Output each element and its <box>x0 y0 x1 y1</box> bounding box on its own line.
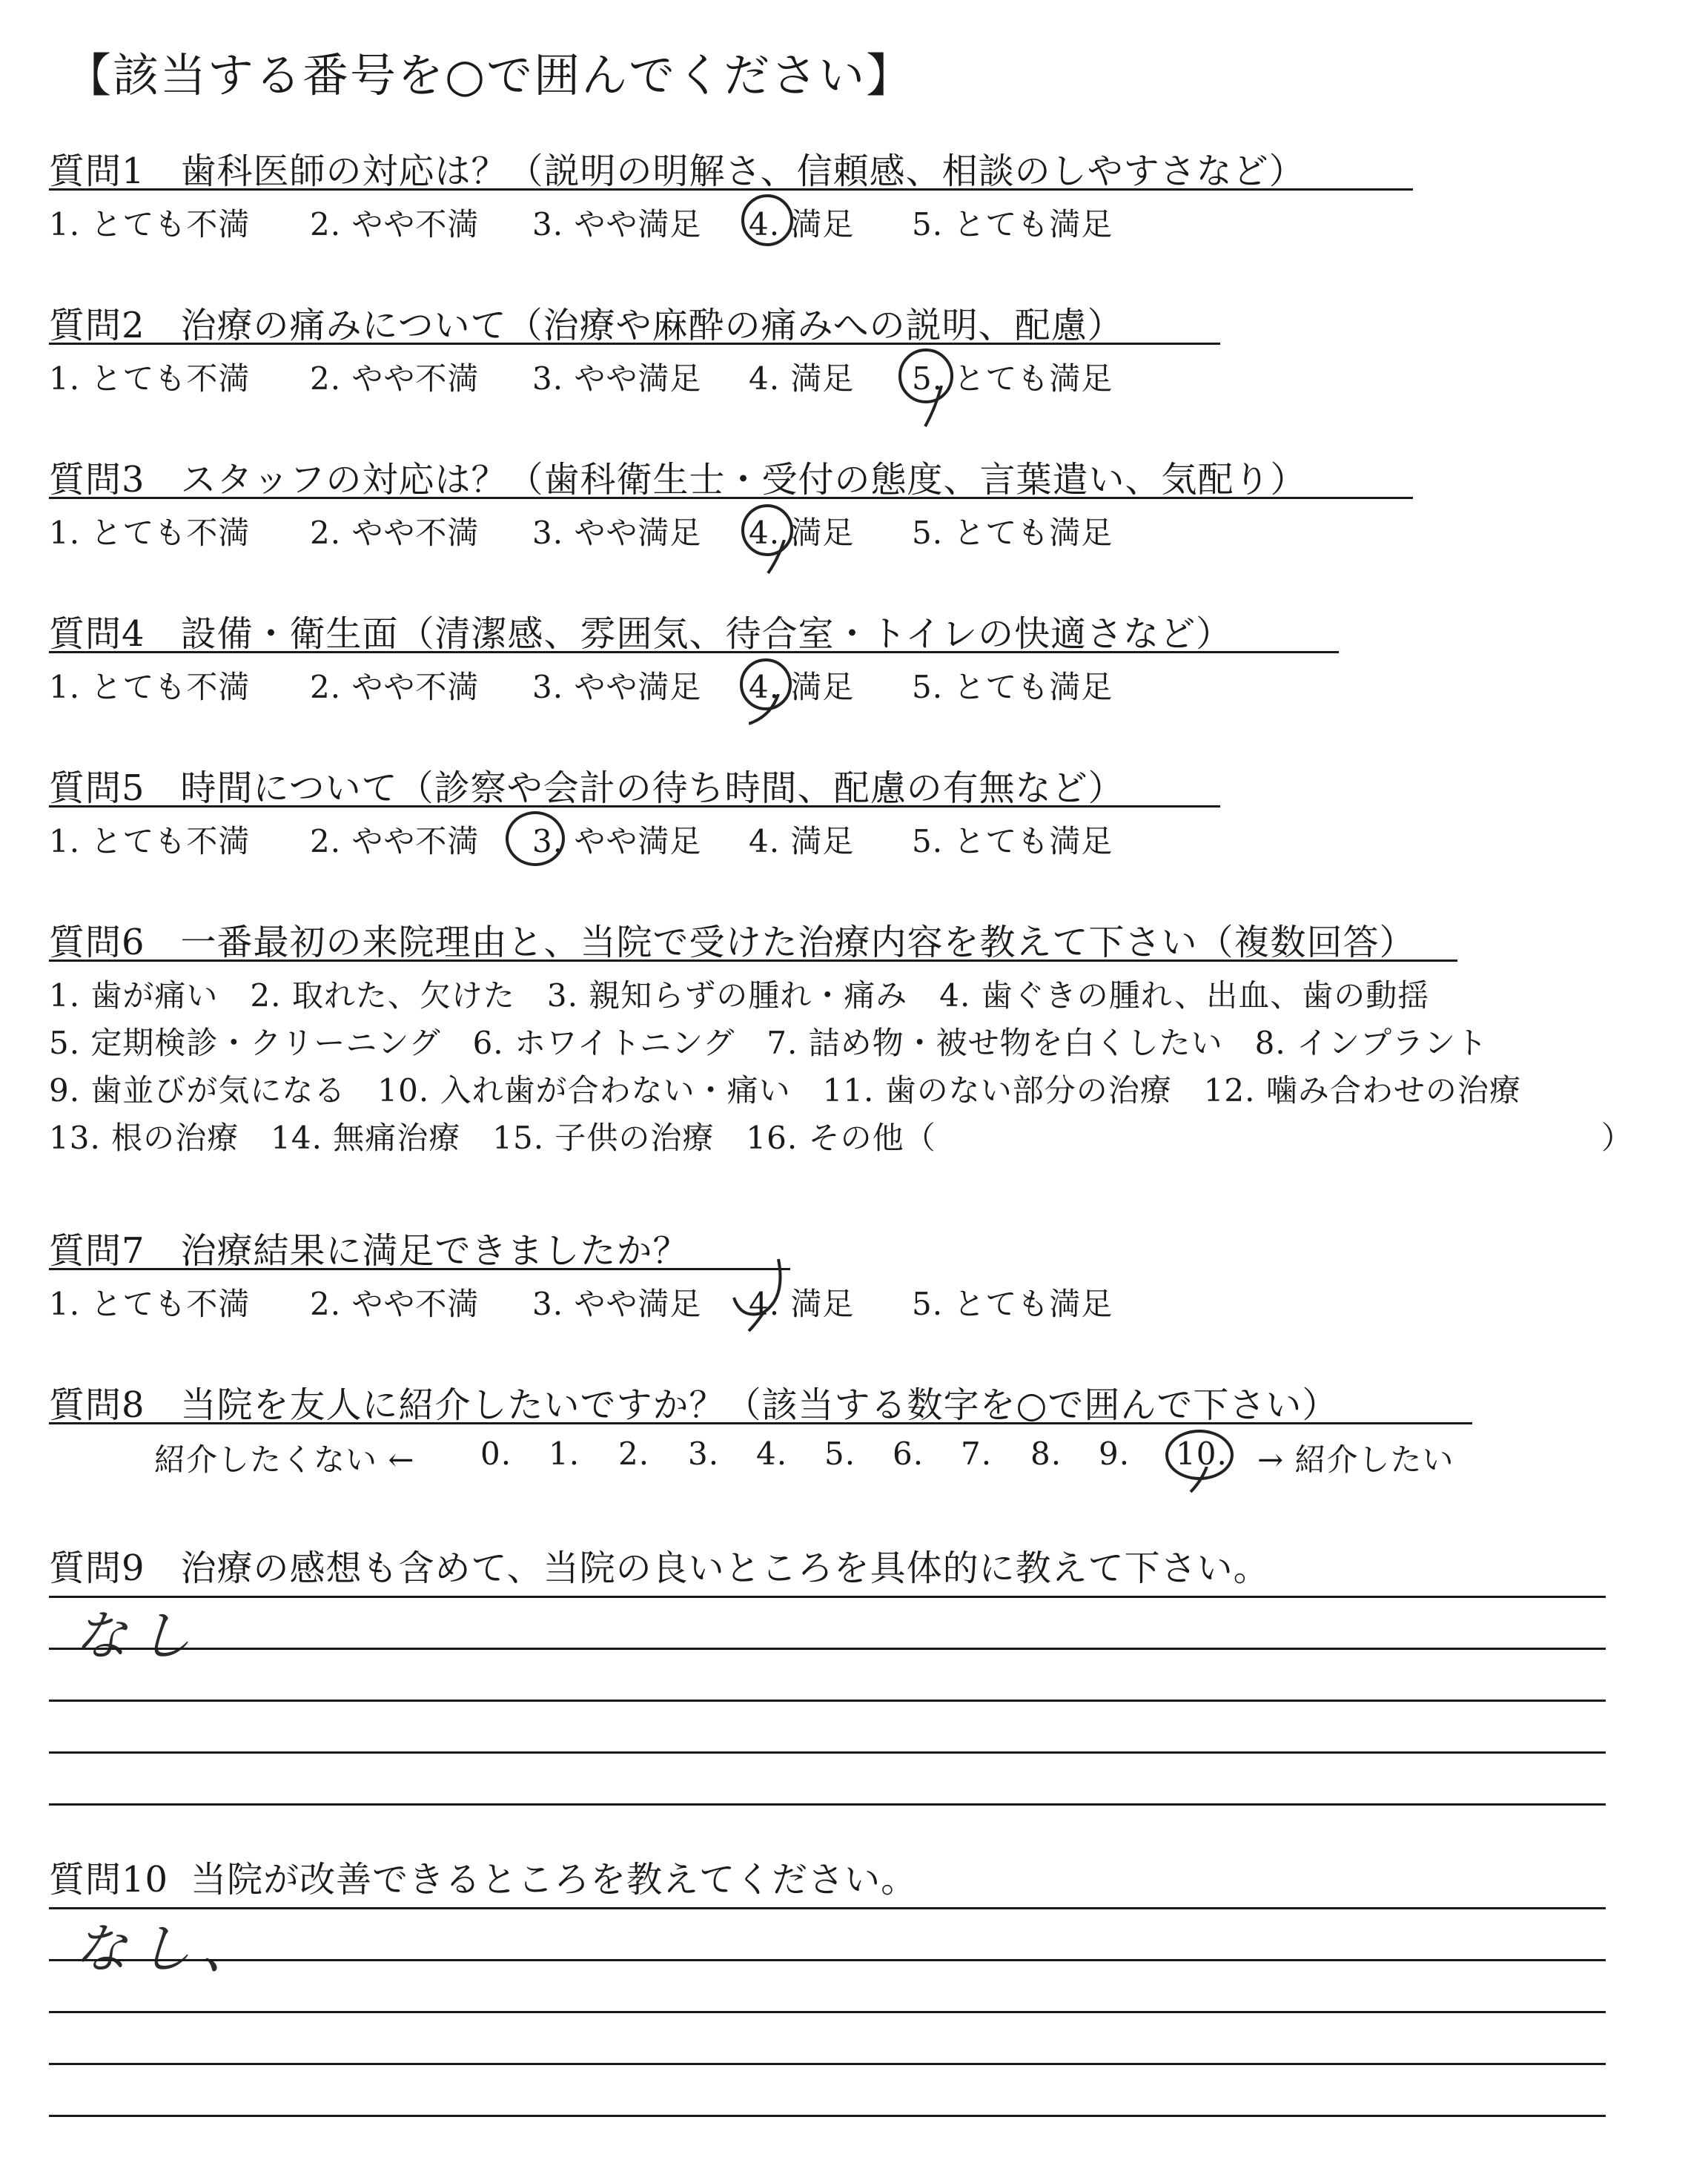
answer-scale <box>0 817 1708 859</box>
option-2[interactable]: 2. やや不満 <box>310 206 480 242</box>
writing-line <box>49 2011 1606 2013</box>
option-5[interactable]: 5. とても満足 <box>912 206 1113 242</box>
question-text: 歯科医師の対応は？（説明の明解さ、信頼感、相談のしやすさなど） <box>180 151 1305 192</box>
writing-line <box>49 1700 1606 1702</box>
writing-line <box>49 1751 1606 1754</box>
option-5[interactable]: 5. とても満足 <box>912 1286 1113 1322</box>
option-2[interactable]: 2. やや不満 <box>310 1286 480 1322</box>
option-3[interactable]: 3. やや満足 <box>532 823 702 859</box>
option-1[interactable]: 1. とても不満 <box>49 206 251 242</box>
option-4[interactable]: 4. 満足 <box>749 669 855 705</box>
option-4[interactable]: 4. 満足 <box>749 206 855 242</box>
divider <box>49 960 1457 962</box>
question-1 <box>49 142 1305 194</box>
option-3[interactable]: 3. やや満足 <box>532 1286 702 1322</box>
question-text: 設備・衛生面（清潔感、雰囲気、待合室・トイレの快適さなど） <box>180 613 1233 655</box>
scale-10[interactable]: 10. <box>1176 1436 1228 1472</box>
scale-0[interactable]: 0. <box>480 1436 512 1472</box>
option-4[interactable]: 4. 満足 <box>749 823 855 859</box>
selection-circle <box>712 1253 793 1335</box>
answer-scale <box>0 1280 1708 1322</box>
scale-3[interactable]: 3. <box>688 1436 720 1472</box>
scale-9[interactable]: 9. <box>1099 1436 1131 1472</box>
answer-scale <box>0 663 1708 705</box>
option-1[interactable]: 1. とても不満 <box>49 1286 251 1322</box>
option-5[interactable]: 5. とても満足 <box>912 515 1113 551</box>
scale-1[interactable]: 1. <box>549 1436 580 1472</box>
option-1[interactable]: 1. とても不満 <box>49 823 251 859</box>
option-3[interactable]: 3. やや満足 <box>532 206 702 242</box>
question-number: 質問10 <box>49 1859 169 1900</box>
writing-line <box>49 1907 1606 1909</box>
writing-line <box>49 1803 1606 1806</box>
pen-stroke <box>762 540 792 577</box>
option-5[interactable]: 5. とても満足 <box>912 823 1113 859</box>
option-2[interactable]: 2. やや不満 <box>310 669 480 705</box>
q6-options-line-2[interactable]: 5. 定期検診・クリーニング 6. ホワイトニング 7. 詰め物・被せ物を白くしたい 8. インプラント <box>49 1025 1489 1061</box>
question-text: 一番最初の来院理由と、当院で受けた治療内容を教えて下さい（複数回答） <box>180 922 1416 963</box>
option-3[interactable]: 3. やや満足 <box>532 515 702 551</box>
scale-right-label: → 紹介したい <box>1257 1441 1454 1478</box>
option-3[interactable]: 3. やや満足 <box>532 360 702 397</box>
writing-line <box>49 2063 1606 2065</box>
question-text: 治療の痛みについて（治療や麻酔の痛みへの説明、配慮） <box>180 305 1124 346</box>
question-2 <box>49 297 1124 348</box>
question-number: 質問2 <box>49 305 145 346</box>
option-4[interactable]: 4. 満足 <box>749 515 855 551</box>
answer-scale <box>0 509 1708 551</box>
divider <box>49 497 1413 499</box>
question-number: 質問6 <box>49 922 145 963</box>
pen-stroke <box>749 694 793 731</box>
question-number: 質問4 <box>49 613 145 655</box>
divider <box>49 1422 1472 1424</box>
recommend-scale <box>0 1436 1708 1478</box>
option-5[interactable]: 5. とても満足 <box>912 360 1113 397</box>
question-6 <box>49 914 1416 965</box>
question-4 <box>49 605 1232 656</box>
question-text: 当院が改善できるところを教えてください。 <box>191 1859 918 1900</box>
question-number: 質問1 <box>49 151 145 192</box>
question-text: 治療の感想も含めて、当院の良いところを具体的に教えて下さい。 <box>180 1548 1270 1589</box>
question-number: 質問7 <box>49 1230 145 1272</box>
q6-options-line-4[interactable]: 13. 根の治療 14. 無痛治療 15. 子供の治療 16. その他（ <box>49 1120 936 1156</box>
option-2[interactable]: 2. やや不満 <box>310 360 480 397</box>
option-5[interactable]: 5. とても満足 <box>912 669 1113 705</box>
question-number: 質問9 <box>49 1548 145 1589</box>
option-4[interactable]: 4. 満足 <box>749 360 855 397</box>
divider <box>49 651 1339 653</box>
handwritten-answer[interactable]: なし、 <box>74 1918 266 1980</box>
option-1[interactable]: 1. とても不満 <box>49 515 251 551</box>
pen-stroke <box>919 386 949 430</box>
question-number: 質問3 <box>49 459 145 501</box>
selection-circle <box>741 194 793 246</box>
pen-stroke <box>1186 1467 1216 1496</box>
question-8 <box>49 1376 1338 1427</box>
handwritten-answer[interactable]: なし <box>74 1605 202 1667</box>
question-7 <box>49 1222 689 1273</box>
question-9 <box>49 1539 1270 1591</box>
question-10 <box>49 1851 917 1902</box>
divider <box>49 188 1413 191</box>
q6-options-line-3[interactable]: 9. 歯並びが気になる 10. 入れ歯が合わない・痛い 11. 歯のない部分の治療 12. 噛み合わせの治療 <box>49 1072 1521 1109</box>
question-text: 時間について（診察や会計の待ち時間、配慮の有無など） <box>180 767 1125 809</box>
answer-scale <box>0 354 1708 397</box>
option-4[interactable]: 4. 満足 <box>749 1286 855 1322</box>
scale-4[interactable]: 4. <box>756 1436 788 1472</box>
divider <box>49 1268 790 1270</box>
divider <box>49 343 1220 345</box>
scale-8[interactable]: 8. <box>1030 1436 1062 1472</box>
scale-7[interactable]: 7. <box>961 1436 993 1472</box>
question-text: 治療結果に満足できましたか？ <box>180 1230 689 1272</box>
scale-5[interactable]: 5. <box>824 1436 856 1472</box>
option-1[interactable]: 1. とても不満 <box>49 360 251 397</box>
option-1[interactable]: 1. とても不満 <box>49 669 251 705</box>
q6-other-close-paren: ） <box>1601 1120 1634 1156</box>
question-number: 質問8 <box>49 1384 145 1426</box>
question-3 <box>49 451 1307 502</box>
divider <box>49 805 1220 807</box>
option-2[interactable]: 2. やや不満 <box>310 515 480 551</box>
writing-line <box>49 1959 1606 1961</box>
answer-scale <box>0 200 1708 242</box>
selection-circle <box>506 811 565 866</box>
scale-left-label: 紹介したくない ← <box>154 1441 415 1478</box>
writing-line <box>49 1648 1606 1650</box>
writing-line <box>49 1596 1606 1598</box>
q6-options-line-1[interactable]: 1. 歯が痛い 2. 取れた、欠けた 3. 親知らずの腫れ・痛み 4. 歯ぐきの腫れ、出血、歯の動揺 <box>49 977 1430 1014</box>
option-2[interactable]: 2. やや不満 <box>310 823 480 859</box>
scale-2[interactable]: 2. <box>618 1436 650 1472</box>
question-text: スタッフの対応は？（歯科衛生士・受付の態度、言葉遣い、気配り） <box>180 459 1307 501</box>
writing-line <box>49 2115 1606 2117</box>
scale-6[interactable]: 6. <box>893 1436 924 1472</box>
question-text: 当院を友人に紹介したいですか？（該当する数字を○で囲んで下さい） <box>180 1384 1339 1426</box>
page-title: 【該当する番号を○で囲んでください】 <box>65 48 914 102</box>
question-number: 質問5 <box>49 767 145 809</box>
question-5 <box>49 759 1125 810</box>
option-3[interactable]: 3. やや満足 <box>532 669 702 705</box>
